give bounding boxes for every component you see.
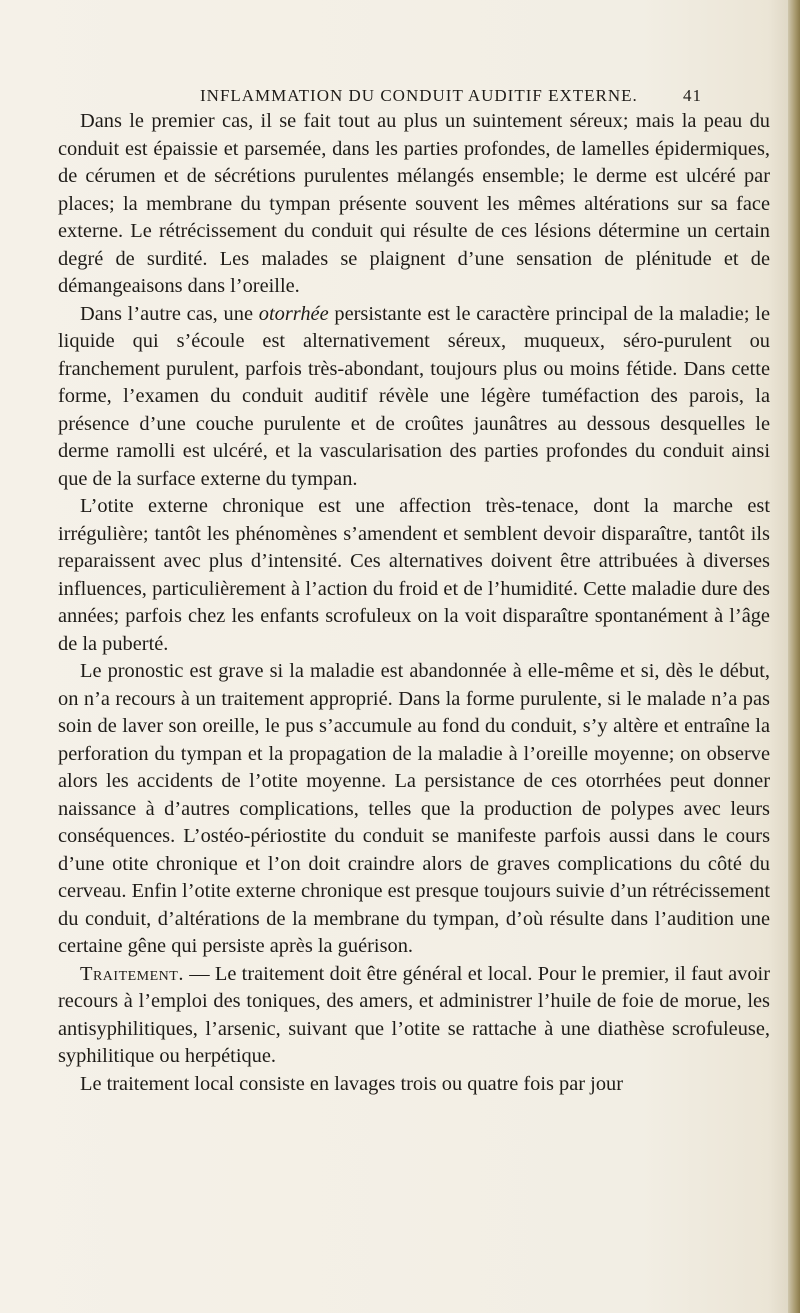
paragraph-text: — Le traitement doit être général et local. Pour le premier, il faut avoir recours à l’emploi des toniques, des amers, et administrer l’huile de foie de morue, les antisyphilitiques, l’arsenic, suivant que l’otite se rattache à une diathèse scrofuleuse, syphilitique ou herpétique. [58, 962, 770, 1067]
paragraph [58, 108, 770, 301]
running-title: INFLAMMATION DU CONDUIT AUDITIF EXTERNE. [200, 86, 638, 105]
emphasized-term: otorrhée [258, 302, 329, 325]
paragraph-text: L’otite externe chronique est une affection très-tenace, dont la marche est irrégulière; tantôt les phénomènes s’amendent et semblent devoir disparaître, tantôt ils reparaissent avec plus d’intensité. Ces alternatives doivent être attribuées à diverses influences, particulièrement à l’action du froid et de l’humidité. Cette maladie dure des années; parfois chez les enfants scrofuleux on la voit disparaître spontanément à l’âge de la puberté. [58, 495, 770, 655]
paragraph [58, 1071, 770, 1099]
page-number: 41 [683, 86, 702, 105]
paragraph-text: Le pronostic est grave si la maladie est abandonnée à elle-même et si, dès le début, on n’a recours à un traitement approprié. Dans la forme purulente, si le malade n’a pas soin de laver son oreille, le pus s’accumule au fond du conduit, s’y altère et entraîne la perforation du tympan et la propagation de la maladie à l’oreille moyenne; on observe alors les accidents de l’otite moyenne. La persistance de ces otorrhées peut donner naissance à d’autres complications, telles que la production de polypes avec leurs conséquences. L’ostéo-périostite du conduit se manifeste parfois aussi dans le cours d’une otite chronique et l’on doit craindre alors de graves complications du côté du cerveau. Enfin l’otite externe chronique est presque toujours suivie d’un rétrécissement du conduit, d’altérations de la membrane du tympan, d’où résulte dans l’audition une certaine gêne qui persiste après la guérison. [58, 660, 770, 957]
paragraph [58, 961, 770, 1071]
body-text [58, 108, 770, 1098]
paragraph-text: Le traitement local consiste en lavages trois ou quatre fois par jour [80, 1072, 624, 1095]
paragraph [58, 301, 770, 494]
paragraph [58, 493, 770, 658]
paragraph [58, 658, 770, 961]
paragraph-text: Dans le premier cas, il se fait tout au plus un suintement séreux; mais la peau du conduit est épaissie et parsemée, dans les parties profondes, de lamelles épidermiques, de cérumen et de sécrétions purulentes mélangés ensemble; le derme est ulcéré par places; la membrane du tympan présente souvent les mêmes altérations sur sa face externe. Le rétrécissement du conduit qui résulte de ces lésions détermine un certain degré de surdité. Les malades se plaignent d’une sensation de plénitude et de démangeaisons dans l’oreille. [58, 110, 770, 297]
page-edge [788, 0, 800, 1313]
paragraph-text: Dans l’autre cas, une [80, 302, 259, 325]
section-heading: Traitement. [80, 962, 184, 985]
paragraph-text: persistante est le caractère principal de la maladie; le liquide qui s’écoule est alternativement séreux, muqueux, séro-purulent ou franchement purulent, parfois très-abondant, toujours plus ou moins fétide. Dans cette forme, l’examen du conduit auditif révèle une légère tuméfaction des parois, la présence d’une couche purulente et de croûtes jaunâtres au dessous desquelles le derme ramolli est ulcéré, et la vascularisation des parties profondes du conduit ainsi que de la surface externe du tympan. [58, 302, 770, 490]
